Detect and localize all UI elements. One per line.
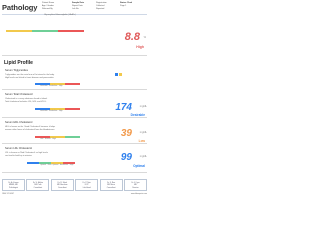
- test-unit: mg/dL: [139, 131, 147, 134]
- signatory-card: Dr. S. Mehta MD Path Consultant: [26, 179, 49, 191]
- scale-legend: Optimal · Near Optimal · Borderline · High: [40, 164, 74, 166]
- signatory-card: Dr. A. Kumar MBBS, MD Pathologist: [2, 179, 25, 191]
- test-divider: [2, 89, 147, 90]
- test-description: [5, 126, 75, 131]
- scale-high-segment: [58, 30, 84, 32]
- scale-normal-segment: [32, 30, 58, 32]
- test-flag: Low: [138, 139, 145, 143]
- patient-name-label: Patient Name: [42, 2, 55, 4]
- description-line: High levels are linked to heart disease and pancreatitis.: [5, 76, 55, 79]
- footer-contact: [2, 193, 147, 195]
- description-line: remove other forms of cholesterol from the bloodstream.: [5, 128, 55, 131]
- referred-by-label: Referred By: [42, 8, 53, 10]
- scale-low-segment: [6, 30, 32, 32]
- section-divider: [2, 55, 147, 56]
- status-info: [120, 2, 144, 8]
- scale-legend: Desirable · Borderline · High: [40, 110, 63, 112]
- test-name: Serum LDL Cholesterol: [5, 147, 32, 150]
- test-flag: Desirable: [130, 113, 145, 117]
- signatory-card: Dr. V. Rao MD Micro Consultant: [100, 179, 123, 191]
- signatory-card: Dr. K. Iyer MD Director: [124, 179, 147, 191]
- page-label: Page 1: [120, 5, 127, 7]
- report-date-label: Report Date: [72, 5, 83, 7]
- signatory-card: Dr. P. Nair DCP Lab Head: [75, 179, 98, 191]
- section-title: Lipid Profile: [4, 60, 33, 66]
- test-divider: [2, 172, 147, 173]
- patient-info: [42, 2, 64, 11]
- sample-date-label: Sample Date: [72, 2, 85, 4]
- test-description: [5, 98, 75, 103]
- scale-legend: Low · Normal · High: [40, 138, 56, 140]
- report-page: [0, 0, 149, 198]
- test-unit: mg/dL: [139, 105, 147, 108]
- result-marker: [115, 73, 118, 76]
- test-divider: [2, 143, 147, 144]
- dates-info: [96, 2, 116, 11]
- status-label: Status: Final: [120, 2, 133, 4]
- description-line: LDL is known as 'Bad Cholesterol' as high levels: [5, 152, 48, 154]
- signatory-card: Dr. R. Shah MD Biochem Consultant: [51, 179, 74, 191]
- footer-phone: 1800 123 4567: [2, 193, 14, 195]
- description-line: Total cholesterol includes LDL, HDL and VLDL.: [5, 100, 47, 103]
- top-test-name: Glycosylated Haemoglobin (HbA1c): [44, 14, 76, 16]
- test-divider: [2, 117, 147, 118]
- test-value: 99: [120, 152, 132, 163]
- top-result-flag: High: [136, 45, 144, 49]
- top-result-scale: [6, 30, 84, 32]
- signatories-row: [2, 179, 147, 191]
- lab-no-label: Lab No.: [72, 8, 80, 10]
- top-result-unit: %: [143, 36, 146, 39]
- sample-info: [72, 2, 88, 11]
- test-flag: Optimal: [133, 164, 145, 168]
- report-title: Pathology: [2, 3, 38, 12]
- result-marker: [119, 73, 122, 76]
- description-line: can lead to build up in arteries.: [5, 154, 33, 157]
- age-gender-label: Age / Gender: [42, 5, 54, 7]
- test-unit: mg/dL: [139, 155, 147, 158]
- description-line: Cholesterol is a waxy substance found in blood.: [5, 98, 48, 100]
- footer-website-link[interactable]: www.labreports.com: [130, 193, 147, 195]
- test-description: [5, 74, 75, 79]
- registration-label: Registration: [96, 2, 107, 4]
- test-description: [5, 152, 75, 157]
- test-name: Serum Total Cholesterol: [5, 93, 33, 96]
- description-line: Triglycerides are the main form of fat stored in the body.: [5, 74, 55, 76]
- scale-legend: Desirable · Borderline · High: [40, 85, 63, 87]
- test-value: 39: [120, 128, 132, 139]
- test-name: Serum Triglycerides: [5, 69, 28, 72]
- test-name: Serum HDL Cholesterol: [5, 121, 33, 124]
- description-line: HDL is known as the 'Good Cholesterol' because it helps: [5, 126, 56, 128]
- test-value: 174: [115, 102, 132, 113]
- top-result-value: 8.8: [124, 31, 140, 43]
- collected-label: Collected: [96, 5, 105, 7]
- reported-label: Reported: [96, 8, 105, 10]
